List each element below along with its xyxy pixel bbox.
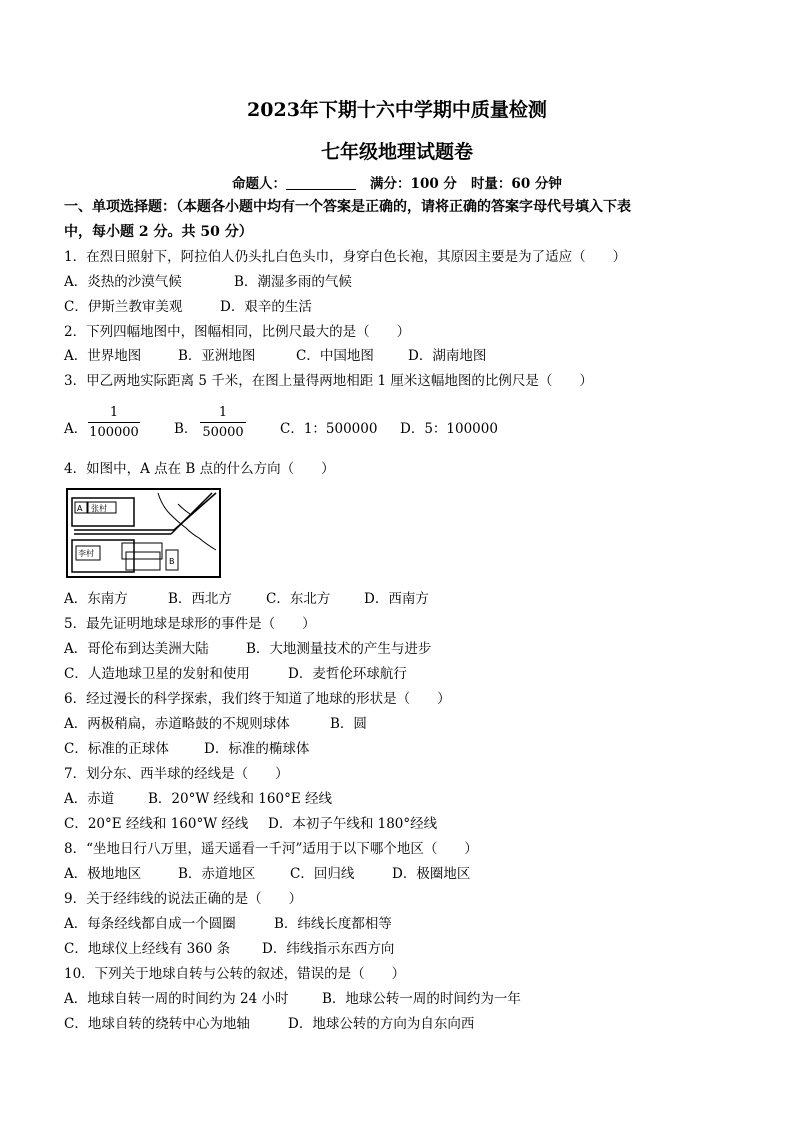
option-line xyxy=(64,714,367,734)
option-a-fraction[interactable] xyxy=(88,405,140,440)
option-line xyxy=(64,639,431,659)
question-stem: 3．甲乙两地实际距离 5 千米，在图上量得两地相距 1 厘米这幅地图的比例尺是（ ） xyxy=(64,373,593,389)
option[interactable]: D．地球公转的方向为自东向西 xyxy=(288,1016,475,1032)
option[interactable]: D．西南方 xyxy=(364,591,429,607)
option[interactable]: C．回归线 xyxy=(290,866,355,882)
exam-title: 2023年下期十六中学期中质量检测 xyxy=(247,99,547,121)
option[interactable]: B．地球公转一周的时间约为一年 xyxy=(322,991,521,1007)
option-line xyxy=(64,664,407,684)
option-b-fraction[interactable] xyxy=(200,405,246,440)
option[interactable]: A．两极稍扁，赤道略鼓的不规则球体 xyxy=(64,716,290,732)
option[interactable]: C．20°E 经线和 160°W 经线 xyxy=(64,816,249,832)
option-line xyxy=(64,814,437,834)
question-stem: 7．划分东、西半球的经线是（ ） xyxy=(64,766,289,782)
option[interactable]: A．炎热的沙漠气候 xyxy=(64,274,182,290)
question-stem: 4．如图中，A 点在 B 点的什么方向（ ） xyxy=(64,461,335,477)
option[interactable]: B．赤道地区 xyxy=(178,866,256,882)
point-b-label: B xyxy=(169,557,175,566)
fraction-numerator: 1 xyxy=(200,405,246,423)
option[interactable]: C．标准的正球体 xyxy=(64,741,169,757)
option[interactable]: D．麦哲伦环球航行 xyxy=(288,666,407,682)
option-line xyxy=(64,589,429,609)
option-line xyxy=(64,272,352,292)
section-heading xyxy=(64,195,736,245)
question-stem: 1．在烈日照射下，阿拉伯人仍头扎白色头巾，身穿白色长袍，其原因主要是为了适应（ ） xyxy=(64,249,627,265)
option-line xyxy=(64,864,470,884)
time-label: 时量：60 分钟 xyxy=(470,176,562,192)
option[interactable]: C．地球自转的绕转中心为地轴 xyxy=(64,1016,250,1032)
option-line xyxy=(64,346,486,366)
fraction-denominator: 100000 xyxy=(89,425,139,440)
exam-subtitle: 七年级地理试题卷 xyxy=(320,141,473,163)
option[interactable]: A．极地地区 xyxy=(64,866,142,882)
option[interactable]: A．哥伦布到达美洲大陆 xyxy=(64,641,209,657)
option[interactable]: B．大地测量技术的产生与进步 xyxy=(246,641,432,657)
question-stem: 10．下列关于地球自转与公转的叙述，错误的是（ ） xyxy=(64,966,406,982)
village-zhang-label: 张村 xyxy=(91,504,107,513)
option[interactable]: A．东南方 xyxy=(64,591,128,607)
option[interactable]: C．东北方 xyxy=(266,591,331,607)
option-line xyxy=(64,989,521,1009)
option[interactable]: B．潮湿多雨的气候 xyxy=(234,274,352,290)
question-stem: 9．关于经纬线的说法正确的是（ ） xyxy=(64,891,303,907)
author-blank[interactable] xyxy=(286,175,356,190)
fraction-numerator: 1 xyxy=(88,405,140,423)
option-line-fractions xyxy=(64,405,736,447)
option[interactable]: A．世界地图 xyxy=(64,348,142,364)
exam-info xyxy=(0,172,794,192)
section-heading-line2: 中，每小题 2 分。共 50 分） xyxy=(64,224,253,240)
option[interactable]: B．圆 xyxy=(330,716,367,732)
option[interactable]: D．本初子午线和 180°经线 xyxy=(268,816,438,832)
option[interactable]: C．人造地球卫星的发射和使用 xyxy=(64,666,250,682)
option-line xyxy=(64,297,312,317)
village-map xyxy=(66,488,221,578)
option-line xyxy=(64,739,309,759)
option[interactable]: B．纬线长度都相等 xyxy=(274,916,392,932)
option[interactable]: D．极圈地区 xyxy=(392,866,471,882)
option[interactable]: D．纬线指示东西方向 xyxy=(262,941,395,957)
question-stem: 6．经过漫长的科学探索，我们终于知道了地球的形状是（ ） xyxy=(64,691,451,707)
option[interactable]: D．湖南地图 xyxy=(408,348,487,364)
option-line xyxy=(64,914,392,934)
option[interactable]: D．艰辛的生活 xyxy=(220,299,312,315)
score-label: 满分：100 分 xyxy=(370,176,457,192)
option-d[interactable]: D．5：100000 xyxy=(400,421,498,437)
option-a-label[interactable]: A． xyxy=(64,421,88,437)
question-stem: 5．最先证明地球是球形的事件是（ ） xyxy=(64,616,316,632)
option-line xyxy=(64,939,394,959)
option[interactable]: C．地球仪上经线有 360 条 xyxy=(64,941,231,957)
option[interactable]: B．西北方 xyxy=(168,591,232,607)
section-heading-line1: 一、单项选择题：（本题各小题中均有一个答案是正确的，请将正确的答案字母代号填入下表 xyxy=(64,199,631,215)
option[interactable]: B．20°W 经线和 160°E 经线 xyxy=(148,791,332,807)
option[interactable]: C．伊斯兰教审美观 xyxy=(64,299,183,315)
option-c[interactable]: C．1：500000 xyxy=(280,421,378,437)
question-stem: 8．“坐地日行八万里，遥天遥看一千河”适用于以下哪个地区（ ） xyxy=(64,841,478,857)
fraction-denominator: 50000 xyxy=(202,425,244,440)
option-line xyxy=(64,1014,474,1034)
option[interactable]: D．标准的椭球体 xyxy=(204,741,310,757)
option[interactable]: A．地球自转一周的时间约为 24 小时 xyxy=(64,991,289,1007)
option[interactable]: A．赤道 xyxy=(64,791,115,807)
option-b-label[interactable]: B． xyxy=(174,421,198,437)
village-li-label: 李村 xyxy=(78,549,94,558)
author-label: 命题人： xyxy=(232,176,287,192)
option[interactable]: B．亚洲地图 xyxy=(178,348,256,364)
point-a-label: A xyxy=(77,504,83,513)
option[interactable]: A．每条经线都自成一个圆圈 xyxy=(64,916,236,932)
option[interactable]: C．中国地图 xyxy=(296,348,374,364)
question-stem: 2．下列四幅地图中，图幅相同，比例尺最大的是（ ） xyxy=(64,324,411,340)
option-line xyxy=(64,789,332,809)
